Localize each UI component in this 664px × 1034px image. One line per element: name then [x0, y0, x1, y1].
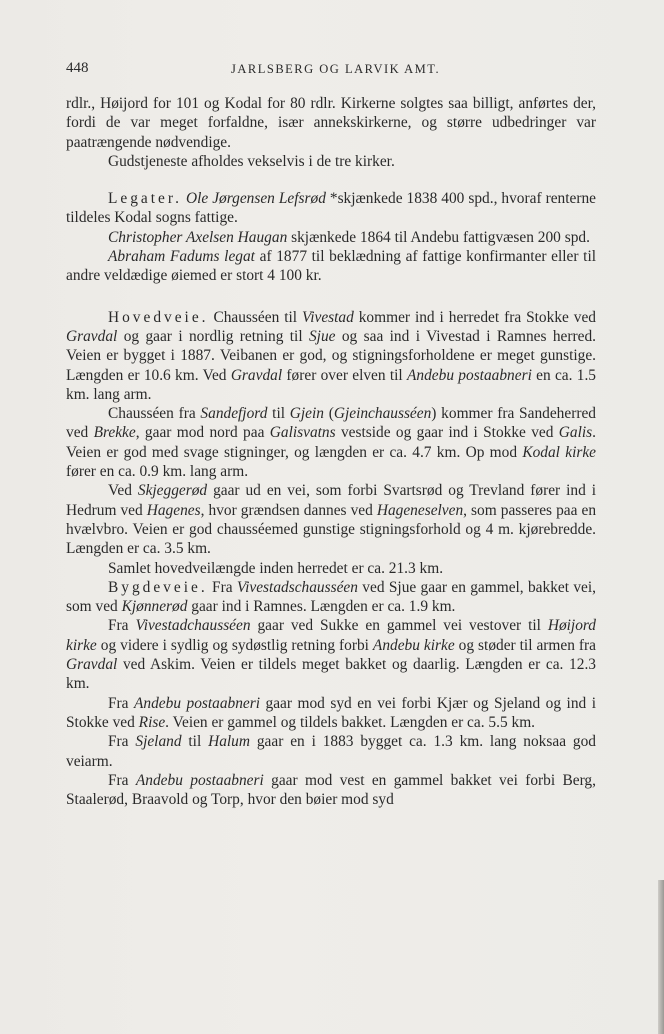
paragraph-church-sale	[66, 94, 596, 152]
text: gaar mod vest en gammel bakket vei forbi Berg, Staalerød, Braavold og Torp, hvor den bøier mod syd	[66, 771, 596, 809]
text: vestside og gaar ind i Stokke ved	[335, 424, 559, 442]
text: ved Sjue gaar en gammel, bakket vei, som ved	[66, 578, 596, 616]
text: og gaar i nordlig retning til	[117, 327, 309, 345]
text: Chausséen fra	[108, 405, 201, 423]
place-italic: Galis	[558, 424, 593, 442]
text: . Veien er god med svage stigninger, og længden er ca. 4.7 km. Op mod	[66, 424, 597, 461]
text: *skjænkede 1838 400 spd., hvoraf renterne tildeles Kodal sogns fattige.	[66, 190, 596, 227]
spacer	[66, 171, 596, 189]
place-italic: Halum	[208, 733, 250, 751]
paragraph-kjaer	[66, 694, 596, 733]
text: gaar mod syd en vei forbi Kjær og Sjeland og ind i Stokke ved	[66, 694, 596, 731]
paragraph-sukke	[66, 616, 596, 693]
text: fører en ca. 0.9 km. lang arm.	[66, 463, 249, 481]
text: skjænkede 1864 til Andebu fattigvæsen 200 spd.	[287, 228, 590, 246]
text: en ca. 1.5 km. lang arm.	[66, 366, 596, 403]
text: fører over elven til	[282, 366, 407, 384]
text: , hvor grændsen dannes ved	[200, 501, 377, 519]
place-italic: Gravdal	[66, 327, 118, 345]
name-italic: Abraham Fadums legat	[108, 248, 255, 266]
section-heading: Hovedveie.	[108, 308, 209, 326]
text: og saa ind i Vivestad i Ramnes herred. Veien er bygget i 1887. Veibanen er god, og stigningsforholdene er meget gunstige. Længden er 10.6 km. Ved	[66, 327, 596, 384]
paragraph-skjeggerod	[66, 481, 596, 558]
text: rdlr., Høijord for 101 og Kodal for 80 rdlr. Kirkerne solgtes saa billigt, anførtes der, fordi de var meget forfaldne, især annekskirkerne, og større udbedringer var paatrængende nødvendige.	[66, 95, 596, 151]
place-italic: Sandefjord	[200, 405, 268, 423]
place-italic: Vivestad	[301, 308, 354, 326]
text: gaar ved Sukke en gammel vei vestover til	[250, 617, 548, 635]
text: Gudstjeneste afholdes vekselvis i de tre kirker.	[108, 152, 395, 170]
place-italic: Kjønnerød	[121, 598, 188, 616]
text: Fra	[108, 617, 136, 635]
place-italic: Hagenes	[146, 501, 201, 519]
text: gaar ud en vei, som forbi Svartsrød og Trevland fører ind i Hedrum ved	[66, 482, 596, 519]
page-body	[66, 94, 596, 809]
text: og støder til armen fra	[454, 636, 597, 654]
paragraph-services	[66, 152, 596, 171]
page-edge-shadow	[658, 880, 664, 1034]
page-number: 448	[66, 60, 89, 76]
place-italic: Andebu postaabneri	[134, 694, 261, 712]
place-italic: Rise	[138, 713, 166, 731]
text: (	[323, 405, 334, 423]
place-italic: Gravdal	[66, 656, 118, 674]
place-italic: Gjein	[289, 405, 324, 423]
text: kommer ind i herredet fra Stokke ved	[353, 308, 596, 326]
section-heading: Bygdeveie.	[108, 578, 208, 596]
text: , gaar mod nord paa	[135, 424, 270, 442]
paragraph-fadum	[66, 247, 596, 286]
text: Fra	[207, 578, 237, 596]
section-heading: Legater.	[108, 190, 182, 208]
text: Chausséen til	[208, 308, 302, 326]
place-italic: Hageneselven	[376, 501, 464, 519]
place-italic: Vivestadchausséen	[135, 617, 251, 635]
place-italic: Gravdal	[230, 366, 283, 384]
place-italic: Andebu postaabneri	[135, 771, 264, 789]
text: . Veien er gammel og tildels bakket. Længden er ca. 5.5 km.	[165, 713, 536, 731]
place-italic: Vivestadschausséen	[236, 578, 358, 596]
spacer	[66, 286, 596, 308]
text: til	[181, 733, 209, 751]
text: til	[267, 405, 290, 423]
place-italic: Kodal kirke	[522, 443, 596, 461]
text: , som passeres paa en hvælvbro. Veien er god chausséemed gunstige stigningsforhold og 4 m. kjørebredde. Længden er ca. 3.5 km.	[66, 501, 597, 558]
paragraph-gjein	[66, 404, 596, 481]
paragraph-hovedveie	[66, 308, 596, 404]
text: Samlet hovedveilængde inden herredet er ca. 21.3 km.	[108, 559, 444, 577]
text: Fra	[108, 771, 136, 789]
name-italic: Christopher Axelsen Haugan	[108, 228, 288, 246]
place-italic: Skjeggerød	[137, 482, 208, 500]
paragraph-legater	[66, 189, 596, 228]
text: gaar ind i Ramnes. Længden er ca. 1.9 km.	[187, 598, 456, 616]
place-italic: Brekke	[93, 424, 136, 442]
place-italic: Andebu kirke	[372, 636, 455, 654]
text: gaar en i 1883 bygget ca. 1.3 km. lang noksaa god veiarm.	[66, 733, 596, 770]
text: Ved	[108, 482, 138, 500]
text: og videre i sydlig og sydøstlig retning forbi	[96, 636, 373, 654]
text: af 1877 til beklædning af fattige konfirmanter eller til andre veldædige øiemed er stort 4 100 kr.	[66, 248, 596, 285]
place-italic: Galisvatns	[269, 424, 336, 442]
place-italic: Høijord kirke	[66, 617, 596, 654]
paragraph-bygdeveie	[66, 578, 596, 617]
place-italic: Andebu postaabneri	[407, 366, 532, 384]
text: ved Askim. Veien er tildels meget bakket og daarlig. Længden er ca. 12.3 km.	[66, 656, 596, 693]
place-italic: Sjeland	[135, 733, 182, 751]
running-title: JARLSBERG OG LARVIK AMT.	[231, 62, 441, 76]
name-italic: Ole Jørgensen Lefsrød	[185, 190, 326, 208]
paragraph-total	[66, 559, 596, 578]
page-header	[66, 60, 596, 80]
text: Fra	[108, 694, 134, 712]
paragraph-haugan	[66, 228, 596, 247]
paragraph-halum	[66, 732, 596, 771]
place-italic: Gjeinchausséen	[333, 405, 432, 423]
place-italic: Sjue	[308, 327, 336, 345]
text: Fra	[108, 733, 136, 751]
paragraph-berg	[66, 771, 596, 810]
text: ) kommer fra Sandeherred ved	[66, 405, 596, 442]
